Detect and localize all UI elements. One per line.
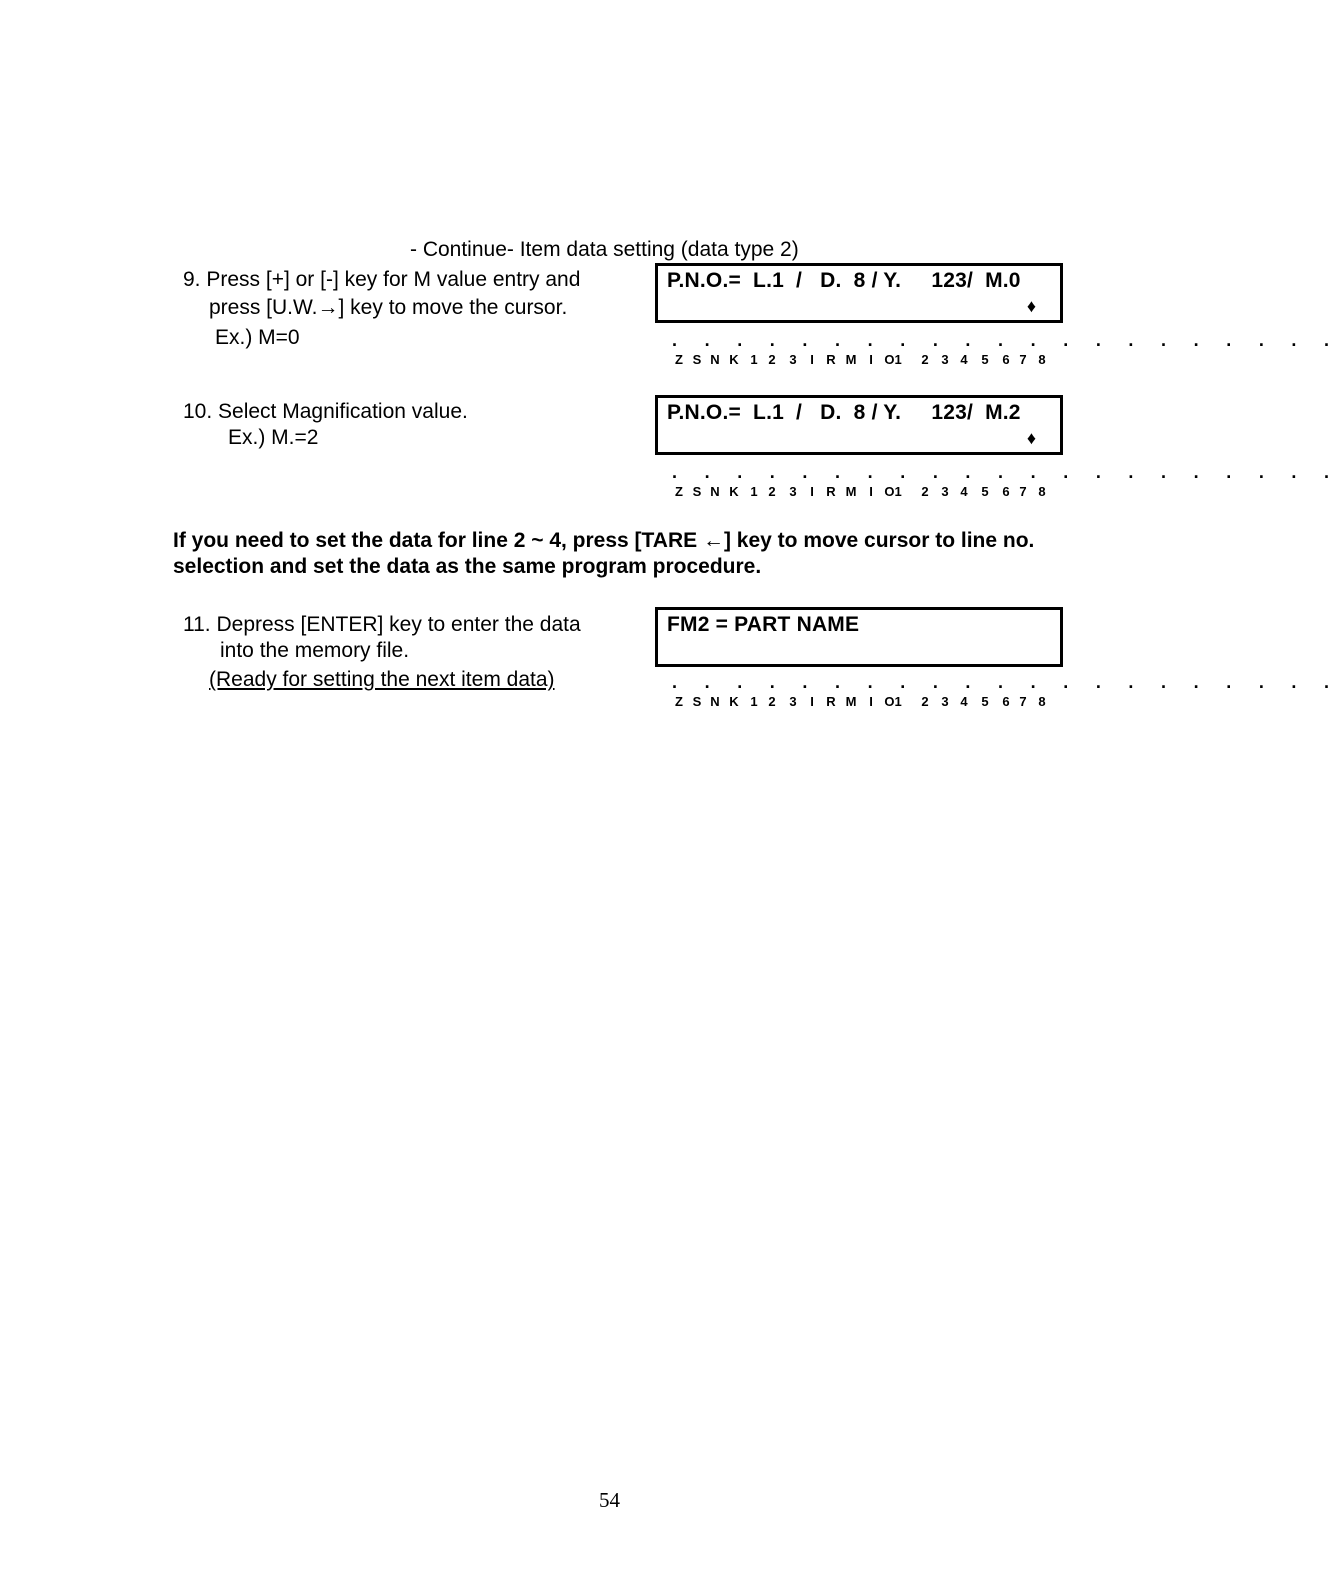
annunciator-label: 2 [768,352,776,367]
annunciator-label: N [710,694,720,709]
annunciator-label: 5 [981,694,989,709]
annunciator-label: 3 [941,694,949,709]
annunciator-label: I [869,352,873,367]
annunciator-label: 3 [941,484,949,499]
step-11-note: (Ready for setting the next item data) [209,668,555,691]
annunciator-label: 3 [789,352,797,367]
annunciator-label: 6 [1002,694,1010,709]
annunciator-label: 2 [921,694,929,709]
lcd-display-step-10 [655,395,1063,455]
page-number: 54 [599,1488,620,1512]
annunciator-label: S [692,484,702,499]
annunciator-label: M [845,694,857,709]
annunciator-label: S [692,352,702,367]
indicator-dots: . . . . . . . . . . . . . . . . . . . . . [672,462,1340,482]
annunciator-label: K [729,484,739,499]
annunciator-label: 2 [921,352,929,367]
annunciator-label: K [729,352,739,367]
annunciator-label: 3 [941,352,949,367]
annunciator-label: Z [675,694,683,709]
annunciator-label: 8 [1038,352,1046,367]
annunciator-label: 2 [768,484,776,499]
annunciator-label: R [826,694,836,709]
annunciator-label: R [826,484,836,499]
annunciator-row [670,694,1050,710]
annunciator-label: I [869,484,873,499]
annunciator-label: N [710,484,720,499]
annunciator-label: 6 [1002,352,1010,367]
indicator-dots: . . . . . . . . . . . . . . . . . . . . . [672,330,1340,350]
step-11-line-1: 11. Depress [ENTER] key to enter the data [183,613,581,636]
annunciator-label: 1 [750,484,758,499]
annunciator-label: O1 [884,352,902,367]
annunciator-label: I [810,694,814,709]
annunciator-label: Z [675,484,683,499]
annunciator-label: 8 [1038,484,1046,499]
lcd-text: P.N.O.= L.1 / D. 8 / Y. 123/ M.2 [667,401,1021,424]
annunciator-label: R [826,352,836,367]
lcd-display-step-9 [655,263,1063,323]
annunciator-label: Z [675,352,683,367]
annunciator-label: M [845,484,857,499]
annunciator-label: 4 [960,694,968,709]
annunciator-label: K [729,694,739,709]
annunciator-row [670,352,1050,368]
annunciator-label: 6 [1002,484,1010,499]
annunciator-label: 8 [1038,694,1046,709]
step-9-line-1: 9. Press [+] or [-] key for M value entry and [183,268,581,291]
annunciator-label: I [810,484,814,499]
annunciator-label: 3 [789,484,797,499]
lcd-text: FM2 = PART NAME [667,613,860,636]
annunciator-label: 5 [981,352,989,367]
step-10-example: Ex.) M.=2 [228,426,319,449]
annunciator-label: S [692,694,702,709]
annunciator-label: 1 [750,694,758,709]
annunciator-label: 7 [1019,484,1027,499]
annunciator-row [670,484,1050,500]
annunciator-label: 2 [921,484,929,499]
annunciator-label: 3 [789,694,797,709]
lcd-text: P.N.O.= L.1 / D. 8 / Y. 123/ M.0 [667,269,1021,292]
annunciator-label: O1 [884,484,902,499]
annunciator-label: 7 [1019,352,1027,367]
annunciator-label: 4 [960,484,968,499]
annunciator-label: O1 [884,694,902,709]
annunciator-label: 7 [1019,694,1027,709]
cursor-diamond-icon: ♦ [1026,296,1036,316]
annunciator-label: I [869,694,873,709]
lcd-display-step-11 [655,607,1063,667]
step-9-example: Ex.) M=0 [215,326,300,349]
annunciator-label: 5 [981,484,989,499]
annunciator-label: M [845,352,857,367]
annunciator-label: 2 [768,694,776,709]
annunciator-label: 1 [750,352,758,367]
indicator-dots: . . . . . . . . . . . . . . . . . . . . . [672,672,1340,692]
section-heading: - Continue- Item data setting (data type 2) [410,238,799,261]
cursor-diamond-icon: ♦ [1026,428,1036,448]
procedure-note: If you need to set the data for line 2 ~ 4, press [TARE ←] key to move cursor to line no. selection and set the data as the same program procedure. [173,529,1035,578]
step-9-line-2: press [U.W.→] key to move the cursor. [209,296,568,319]
annunciator-label: N [710,352,720,367]
step-10-line-1: 10. Select Magnification value. [183,400,468,423]
step-11-line-2: into the memory file. [220,639,410,662]
annunciator-label: I [810,352,814,367]
annunciator-label: 4 [960,352,968,367]
